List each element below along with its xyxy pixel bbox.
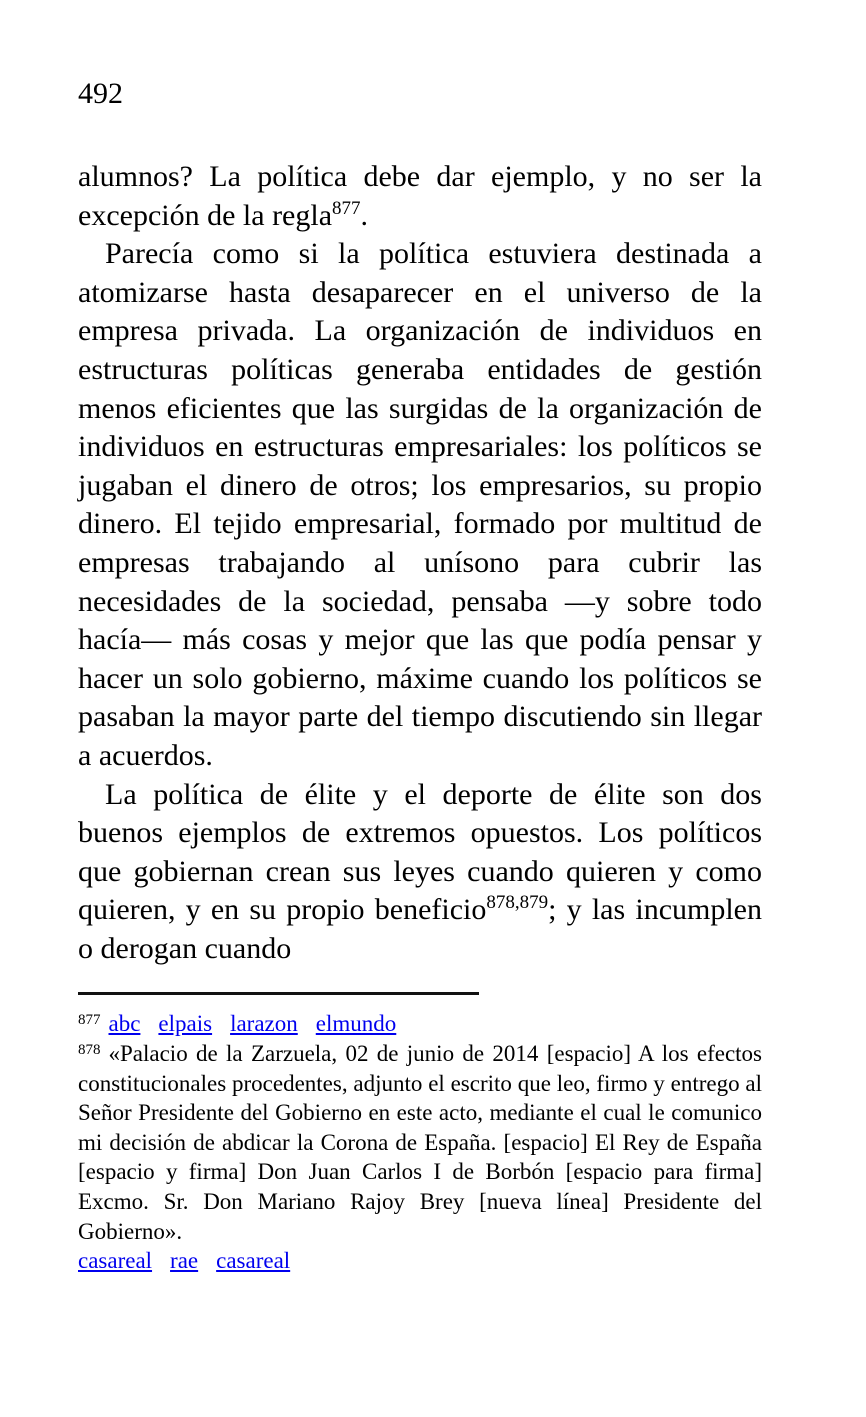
paragraph-1-text: alumnos? La política debe dar ejemplo, y no ser la excepción de la regla [78, 160, 762, 232]
link-rae[interactable]: rae [170, 1248, 199, 1274]
body-paragraph-3 [78, 776, 762, 969]
footnote-877-marker: 877 [78, 1012, 101, 1029]
footnote-877 [78, 1009, 762, 1039]
body-paragraph-1 [78, 158, 762, 235]
link-larazon[interactable]: larazon [230, 1011, 298, 1037]
footnote-ref-878-879: 878,879 [486, 892, 549, 914]
footnotes-section [78, 992, 762, 1275]
link-elmundo[interactable]: elmundo [315, 1011, 397, 1037]
link-casareal-2[interactable]: casareal [216, 1248, 291, 1274]
footnote-878-marker: 878 [78, 1042, 101, 1059]
paragraph-1-period: . [360, 198, 369, 232]
footnote-878-links [78, 1246, 762, 1276]
footnote-878-text: «Palacio de la Zarzuela, 02 de junio de 2014 [espacio] A los efectos constitucionales procedentes, adjunto el escrito que leo, firmo y entrego al Señor Presidente del Gobierno en este acto, mediante el cual le comunico mi decisión de abdicar la Corona de España. [espacio] El Rey de España [espacio y firma] Don Juan Carlos I de Borbón [espacio para firma] Excmo. Sr. Don Mariano Rajoy Brey [nueva línea] Presidente del Gobierno». [78, 1041, 762, 1244]
footnote-ref-877: 877 [332, 197, 361, 219]
link-elpais[interactable]: elpais [158, 1011, 213, 1037]
body-text [78, 158, 762, 968]
paragraph-2-text: Parecía como si la política estuviera destinada a atomizarse hasta desaparecer en el universo de la empresa privada. La organización de individuos en estructuras políticas generaba entidades de gestión menos eficientes que las surgidas de la organización de individuos en estructuras empresariales: los políticos se jugaban el dinero de otros; los empresarios, su propio dinero. El tejido empresarial, formado por multitud de empresas trabajando al unísono para cubrir las necesidades de la sociedad, pensaba —y sobre todo hacía— más cosas y mejor que las que podía pensar y hacer un solo gobierno, máxime cuando los políticos se pasaban la mayor parte del tiempo discutiendo sin llegar a acuerdos. [78, 237, 762, 772]
page-number: 492 [78, 77, 123, 110]
body-paragraph-2 [78, 235, 762, 775]
link-abc[interactable]: abc [108, 1011, 141, 1037]
footnote-878 [78, 1039, 762, 1246]
footnote-separator [78, 992, 479, 995]
paragraph-3-text: La política de élite y el deporte de élite son dos buenos ejemplos de extremos opuestos. Los políticos que gobiernan crean sus leyes cuando quieren y como quieren, y en su propio beneficio [78, 777, 762, 927]
link-casareal-1[interactable]: casareal [78, 1248, 153, 1274]
paragraph-3-continuation: ; y las incumplen o derogan cuando [78, 893, 762, 965]
